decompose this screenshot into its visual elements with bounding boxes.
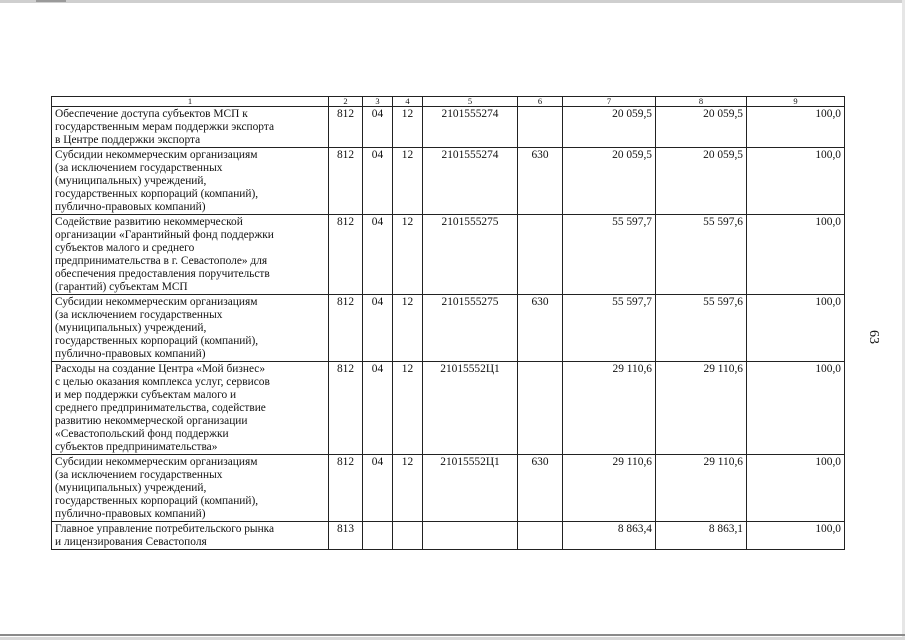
cell-section: [363, 522, 393, 550]
cell-ministry-code: 812: [329, 362, 363, 455]
table-row: [52, 362, 845, 455]
table-row: [52, 295, 845, 362]
cell-name: [52, 362, 329, 455]
header-cell-2: 2: [329, 97, 363, 107]
scan-edge-top: [0, 0, 905, 3]
cell-name-line: (за исключением государственных: [55, 162, 223, 174]
cell-name-line: государственных корпораций (компаний),: [55, 335, 259, 347]
cell-target-item: [423, 522, 518, 550]
cell-percent: 100,0: [747, 148, 845, 215]
cell-expense-type: 630: [518, 295, 563, 362]
cell-ministry-code: 812: [329, 215, 363, 295]
scan-mark-top: [36, 0, 66, 2]
cell-name-line: «Севастопольский фонд поддержки: [55, 428, 229, 440]
cell-target-item: 2101555275: [423, 215, 518, 295]
cell-plan: 55 597,7: [563, 215, 656, 295]
cell-actual: 20 059,5: [656, 148, 747, 215]
header-cell-6: 6: [518, 97, 563, 107]
cell-ministry-code: 812: [329, 295, 363, 362]
cell-name: [52, 455, 329, 522]
cell-name-line: публично-правовых компаний): [55, 348, 206, 360]
table-row: [52, 455, 845, 522]
cell-actual: 20 059,5: [656, 107, 747, 148]
cell-name: [52, 295, 329, 362]
cell-name-line: Субсидии некоммерческим организациям: [55, 456, 258, 468]
header-cell-9: 9: [747, 97, 845, 107]
cell-name-line: государственных корпораций (компаний),: [55, 495, 259, 507]
cell-name: [52, 215, 329, 295]
budget-table: [51, 96, 845, 550]
cell-name-line: организации «Гарантийный фонд поддержки: [55, 229, 274, 241]
cell-name-line: предпринимательства в г. Севастополе» для: [55, 255, 268, 267]
header-cell-3: 3: [363, 97, 393, 107]
cell-ministry-code: 812: [329, 455, 363, 522]
cell-section: 04: [363, 107, 393, 148]
cell-name: [52, 148, 329, 215]
header-cell-1: 1: [52, 97, 329, 107]
cell-name-line: в Центре поддержки экспорта: [55, 134, 201, 146]
cell-target-item: 2101555275: [423, 295, 518, 362]
cell-target-item: 2101555274: [423, 148, 518, 215]
cell-percent: 100,0: [747, 455, 845, 522]
cell-plan: 20 059,5: [563, 107, 656, 148]
cell-target-item: 21015552Ц1: [423, 362, 518, 455]
cell-name-line: (муниципальных) учреждений,: [55, 322, 207, 334]
cell-name-line: и лицензирования Севастополя: [55, 536, 207, 548]
table-body: [52, 97, 845, 550]
cell-subsection: 12: [393, 295, 423, 362]
table-row: [52, 215, 845, 295]
cell-plan: 29 110,6: [563, 455, 656, 522]
cell-name-line: (за исключением государственных: [55, 309, 223, 321]
cell-name-line: публично-правовых компаний): [55, 508, 206, 520]
header-cell-4: 4: [393, 97, 423, 107]
cell-name-line: (муниципальных) учреждений,: [55, 482, 207, 494]
cell-name-line: субъектов предпринимательства»: [55, 441, 218, 453]
cell-expense-type: 630: [518, 148, 563, 215]
cell-section: 04: [363, 148, 393, 215]
cell-expense-type: [518, 107, 563, 148]
cell-expense-type: [518, 215, 563, 295]
table-row: [52, 107, 845, 148]
cell-name-line: Главное управление потребительского рынка: [55, 523, 275, 535]
cell-expense-type: 630: [518, 455, 563, 522]
cell-name-line: Расходы на создание Центра «Мой бизнес»: [55, 363, 266, 375]
cell-percent: 100,0: [747, 362, 845, 455]
cell-actual: 29 110,6: [656, 362, 747, 455]
cell-name-line: субъектов малого и среднего: [55, 242, 195, 254]
cell-name: [52, 107, 329, 148]
cell-name-line: Обеспечение доступа субъектов МСП к: [55, 108, 248, 120]
page-number: 63: [866, 330, 881, 344]
cell-actual: 55 597,6: [656, 295, 747, 362]
cell-plan: 29 110,6: [563, 362, 656, 455]
cell-section: 04: [363, 362, 393, 455]
header-cell-5: 5: [423, 97, 518, 107]
cell-plan: 8 863,4: [563, 522, 656, 550]
cell-target-item: 2101555274: [423, 107, 518, 148]
cell-name-line: и мер поддержки субъектам малого и: [55, 389, 237, 401]
cell-percent: 100,0: [747, 522, 845, 550]
cell-expense-type: [518, 522, 563, 550]
table-header-row: [52, 97, 845, 107]
table-row: [52, 148, 845, 215]
cell-plan: 55 597,7: [563, 295, 656, 362]
cell-name-line: Субсидии некоммерческим организациям: [55, 296, 258, 308]
cell-subsection: 12: [393, 107, 423, 148]
cell-actual: 8 863,1: [656, 522, 747, 550]
cell-name-line: государственных корпораций (компаний),: [55, 188, 259, 200]
cell-expense-type: [518, 362, 563, 455]
cell-name: [52, 522, 329, 550]
cell-name-line: среднего предпринимательства, содействие: [55, 402, 266, 414]
cell-ministry-code: 813: [329, 522, 363, 550]
cell-target-item: 21015552Ц1: [423, 455, 518, 522]
cell-name-line: (гарантий) субъектам МСП: [55, 281, 188, 293]
cell-section: 04: [363, 455, 393, 522]
cell-ministry-code: 812: [329, 148, 363, 215]
cell-section: 04: [363, 215, 393, 295]
cell-subsection: 12: [393, 362, 423, 455]
cell-name-line: с целью оказания комплекса услуг, сервисов: [55, 376, 270, 388]
cell-section: 04: [363, 295, 393, 362]
cell-percent: 100,0: [747, 215, 845, 295]
cell-percent: 100,0: [747, 107, 845, 148]
cell-name-line: Субсидии некоммерческим организациям: [55, 149, 258, 161]
cell-actual: 29 110,6: [656, 455, 747, 522]
cell-subsection: [393, 522, 423, 550]
cell-subsection: 12: [393, 455, 423, 522]
cell-name-line: государственным мерам поддержки экспорта: [55, 121, 275, 133]
cell-name-line: публично-правовых компаний): [55, 201, 206, 213]
table-row: [52, 522, 845, 550]
cell-name-line: Содействие развитию некоммерческой: [55, 216, 243, 228]
cell-actual: 55 597,6: [656, 215, 747, 295]
scan-edge-bottom: [0, 634, 905, 636]
cell-percent: 100,0: [747, 295, 845, 362]
cell-name-line: обеспечения предоставления поручительств: [55, 268, 270, 280]
cell-plan: 20 059,5: [563, 148, 656, 215]
cell-name-line: (муниципальных) учреждений,: [55, 175, 207, 187]
cell-subsection: 12: [393, 148, 423, 215]
cell-name-line: (за исключением государственных: [55, 469, 223, 481]
header-cell-7: 7: [563, 97, 656, 107]
cell-name-line: развитию некоммерческой организации: [55, 415, 248, 427]
cell-subsection: 12: [393, 215, 423, 295]
cell-ministry-code: 812: [329, 107, 363, 148]
header-cell-8: 8: [656, 97, 747, 107]
